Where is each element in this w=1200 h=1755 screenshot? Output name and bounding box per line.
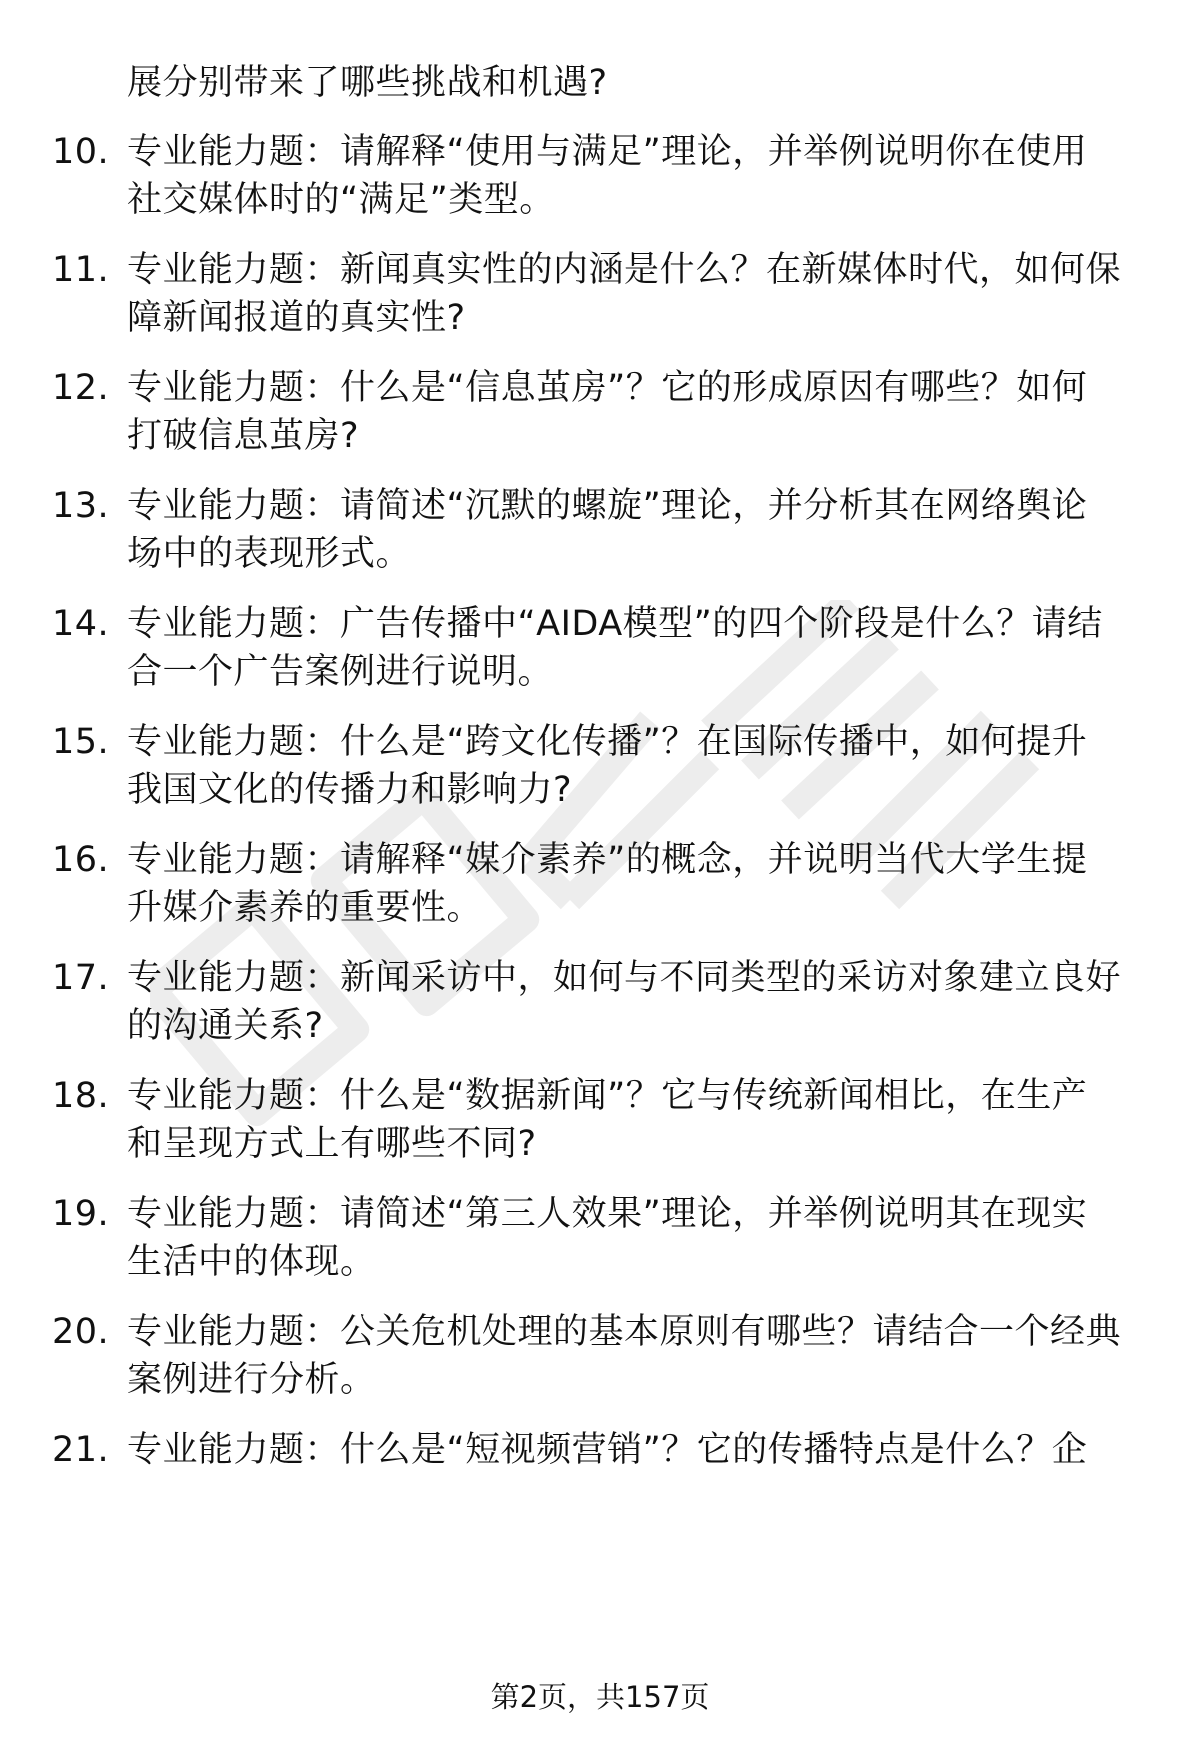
question-number: 15. (52, 722, 110, 762)
question-item-14 (52, 600, 1172, 696)
question-number: 11. (52, 250, 110, 290)
continuation-text: 展分别带来了哪些挑战和机遇? (127, 63, 608, 103)
question-item-17 (52, 954, 1172, 1050)
question-number: 20. (52, 1312, 110, 1352)
question-text-line: 专业能力题：什么是“数据新闻”？它与传统新闻相比，在生产 (127, 1076, 1088, 1116)
page-number-footer: 第2页，共157页 (490, 1680, 710, 1714)
question-text-line: 升媒介素养的重要性。 (127, 888, 483, 928)
question-text-line: 专业能力题：新闻采访中，如何与不同类型的采访对象建立良好 (127, 958, 1122, 998)
question-text-line: 的沟通关系? (127, 1006, 324, 1046)
question-text-line: 专业能力题：请解释“媒介素养”的概念，并说明当代大学生提 (127, 840, 1088, 880)
question-text-line: 专业能力题：什么是“短视频营销”？它的传播特点是什么？企 (127, 1430, 1088, 1470)
question-number: 17. (52, 958, 110, 998)
question-text-line: 案例进行分析。 (127, 1360, 376, 1400)
question-text-line: 合一个广告案例进行说明。 (127, 652, 554, 692)
question-item-16 (52, 836, 1172, 932)
question-item-15 (52, 718, 1172, 814)
question-item-12 (52, 364, 1172, 460)
question-number: 13. (52, 486, 110, 526)
question-text-line: 我国文化的传播力和影响力? (127, 770, 573, 810)
question-item-10 (52, 128, 1172, 224)
question-item-20 (52, 1308, 1172, 1404)
question-item-18 (52, 1072, 1172, 1168)
question-number: 10. (52, 132, 110, 172)
question-text-line: 和呈现方式上有哪些不同? (127, 1124, 537, 1164)
question-text-line: 社交媒体时的“满足”类型。 (127, 180, 555, 220)
question-number: 21. (52, 1430, 110, 1470)
question-text-line: 专业能力题：什么是“信息茧房”？它的形成原因有哪些？如何 (127, 368, 1088, 408)
question-number: 18. (52, 1076, 110, 1116)
question-text-line: 打破信息茧房? (127, 416, 360, 456)
question-text-line: 专业能力题：新闻真实性的内涵是什么？在新媒体时代，如何保 (127, 250, 1122, 290)
question-number: 14. (52, 604, 110, 644)
question-number: 12. (52, 368, 110, 408)
question-item-21 (52, 1426, 1172, 1474)
question-text-line: 场中的表现形式。 (127, 534, 412, 574)
question-text-line: 专业能力题：什么是“跨文化传播”？在国际传播中，如何提升 (127, 722, 1088, 762)
question-text-line: 生活中的体现。 (127, 1242, 376, 1282)
question-text-line: 专业能力题：公关危机处理的基本原则有哪些？请结合一个经典 (127, 1312, 1122, 1352)
question-number: 16. (52, 840, 110, 880)
question-text-line: 障新闻报道的真实性? (127, 298, 466, 338)
question-text-line: 专业能力题：请简述“沉默的螺旋”理论，并分析其在网络舆论 (127, 486, 1088, 526)
question-item-13 (52, 482, 1172, 578)
question-text-line: 专业能力题：请解释“使用与满足”理论，并举例说明你在使用 (127, 132, 1088, 172)
question-item-11 (52, 246, 1172, 342)
question-text-line: 专业能力题：广告传播中“AIDA模型”的四个阶段是什么？请结 (127, 604, 1103, 644)
question-item-19 (52, 1190, 1172, 1286)
question-text-line: 专业能力题：请简述“第三人效果”理论，并举例说明其在现实 (127, 1194, 1088, 1234)
question-number: 19. (52, 1194, 110, 1234)
